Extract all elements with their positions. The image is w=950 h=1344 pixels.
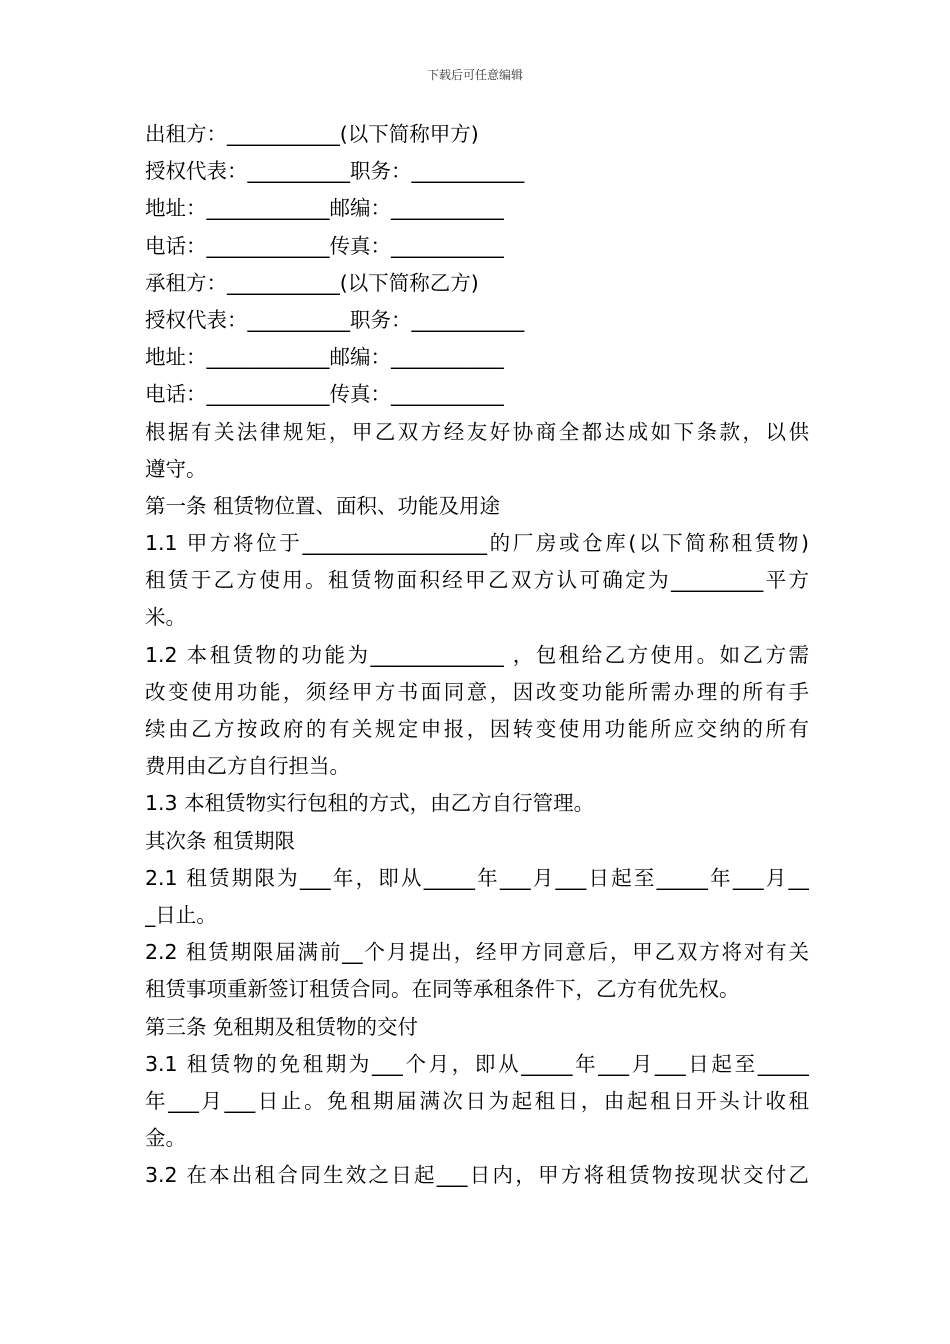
contract-line: 授权代表：__________职务：___________: [145, 159, 525, 184]
contract-line: 遵守。: [145, 456, 207, 481]
contract-line: 地址：____________邮编：___________: [145, 196, 504, 221]
contract-line: 承租方：___________(以下简称乙方): [145, 270, 479, 295]
contract-line: 3.1 租赁物的免租期为___个月，即从_____年___月___日起至_____: [145, 1051, 809, 1076]
contract-line: 授权代表：__________职务：___________: [145, 307, 525, 332]
contract-line: 年___月___日止。免租期届满次日为起租日，由起租日开头计收租: [145, 1088, 809, 1113]
contract-line: 其次条 租赁期限: [145, 828, 296, 853]
contract-line: 改变使用功能，须经甲方书面同意，因改变功能所需办理的所有手: [145, 679, 809, 704]
contract-line: 1.3 本租赁物实行包租的方式，由乙方自行管理。: [145, 791, 595, 816]
contract-line: 米。: [145, 605, 186, 630]
contract-line: 第三条 免租期及租赁物的交付: [145, 1014, 419, 1039]
contract-line: 2.1 租赁期限为___年，即从_____年___月___日起至_____年___月__: [145, 865, 809, 890]
contract-line: 地址：____________邮编：___________: [145, 345, 504, 370]
contract-line: 2.2 租赁期限届满前__个月提出，经甲方同意后，甲乙双方将对有关: [145, 940, 809, 965]
contract-line: 续由乙方按政府的有关规定申报，因转变使用功能所应交纳的所有: [145, 717, 809, 741]
contract-body: [145, 116, 809, 1194]
contract-line: 租赁于乙方使用。租赁物面积经甲乙双方认可确定为_________平方: [145, 568, 809, 593]
contract-line: 1.1 甲方将位于__________________的厂房或仓库(以下简称租赁物): [145, 531, 809, 556]
contract-line: 1.2 本租赁物的功能为_____________ ，包租给乙方使用。如乙方需: [145, 642, 809, 667]
contract-line: 3.2 在本出租合同生效之日起___日内，甲方将租赁物按现状交付乙: [145, 1163, 809, 1188]
contract-line: 金。: [145, 1126, 186, 1151]
contract-line: 第一条 租赁物位置、面积、功能及用途: [145, 493, 501, 518]
contract-line: 出租方：___________(以下简称甲方): [145, 122, 479, 146]
contract-line: 费用由乙方自行担当。: [145, 754, 350, 779]
page-header-note: 下载后可任意编辑: [426, 68, 523, 82]
contract-line: 租赁事项重新签订租赁合同。在同等承租条件下，乙方有优先权。: [145, 977, 740, 1002]
contract-line: _日止。: [145, 902, 217, 927]
contract-line: 根据有关法律规矩，甲乙双方经友好协商全都达成如下条款，以供: [145, 419, 809, 444]
contract-line: 电话：____________传真：___________: [145, 233, 504, 258]
contract-line: 电话：____________传真：___________: [145, 382, 504, 407]
